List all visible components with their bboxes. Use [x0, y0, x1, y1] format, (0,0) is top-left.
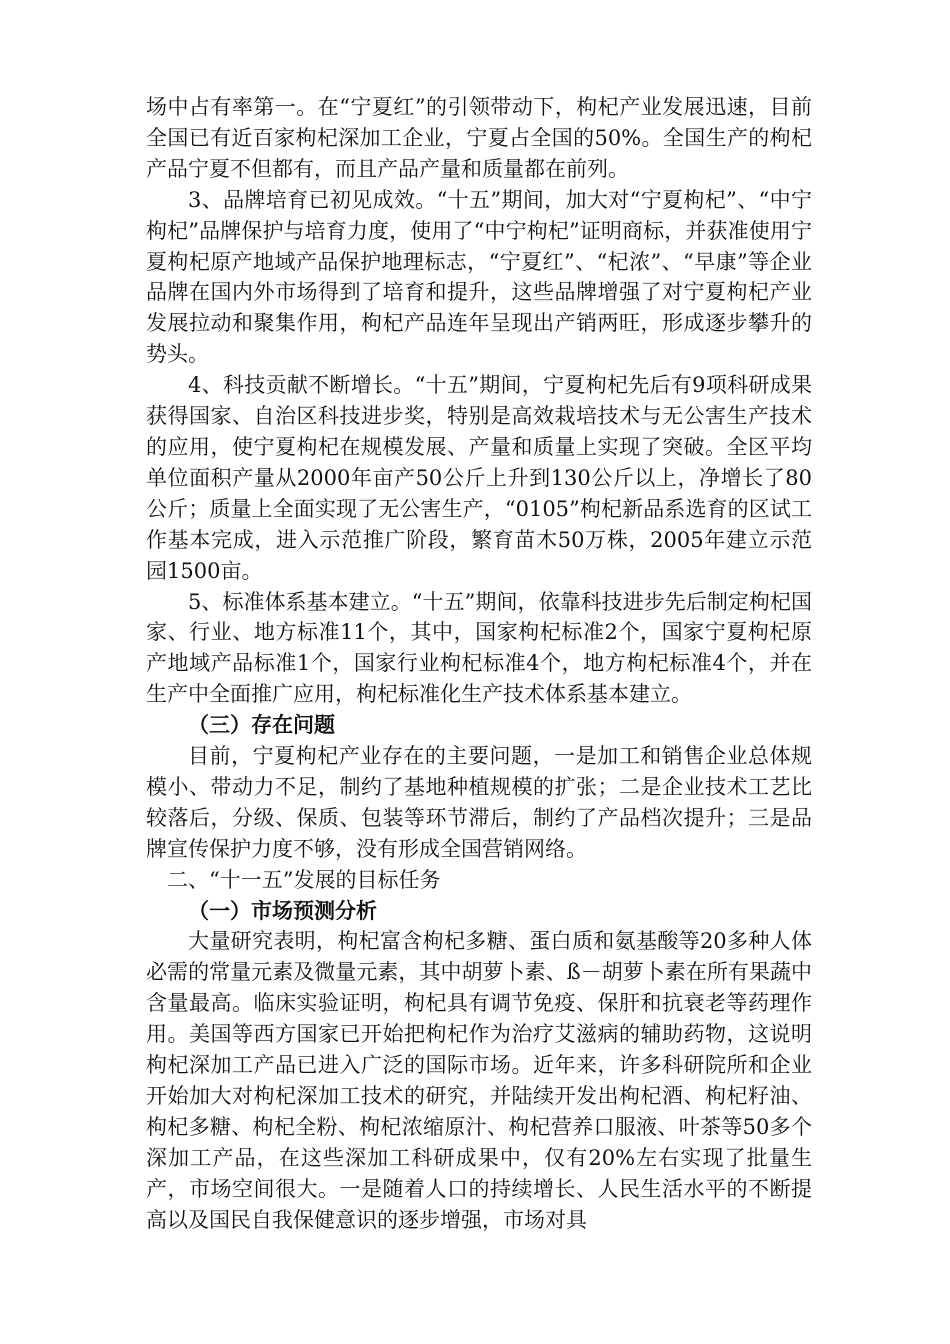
paragraph-brand-cultivation: 3、品牌培育已初见成效。“十五”期间，加大对“宁夏枸杞”、“中宁枸杞”品牌保护与培育力度，使用了“中宁枸杞”证明商标，并获准使用宁夏枸杞原产地域产品保护地理标志，“宁夏红”、“杞浓”、“早康”等企业品牌在国内外市场得到了培育和提升，这些品牌增强了对宁夏枸杞产业发展拉动和聚集作用，枸杞产品连年呈现出产销两旺，形成逐步攀升的势头。	[146, 187, 812, 367]
section-heading-market-forecast: （一）市场预测分析	[188, 897, 377, 923]
paragraph-market-forecast: 大量研究表明，枸杞富含枸杞多糖、蛋白质和氨基酸等20多种人体必需的常量元素及微量元素，其中胡萝卜素、ß－胡萝卜素在所有果蔬中含量最高。临床实验证明，枸杞具有调节免疫、保肝和抗衰老等药理作用。美国等西方国家已开始把枸杞作为治疗艾滋病的辅助药物，这说明枸杞深加工产品已进入广泛的国际市场。近年来，许多科研院所和企业开始加大对枸杞深加工技术的研究，并陆续开发出枸杞酒、枸杞籽油、枸杞多糖、枸杞全粉、枸杞浓缩原汁、枸杞营养口服液、叶茶等50多个深加工产品，在这些深加工科研成果中，仅有20%左右实现了批量生产，市场空间很大。一是随着人口的持续增长、人民生活水平的不断提高以及国民自我保健意识的逐步增强，市场对具	[146, 929, 812, 1232]
section-heading-problems: （三）存在问题	[188, 712, 335, 738]
paragraph-problems: 目前，宁夏枸杞产业存在的主要问题，一是加工和销售企业总体规模小、带动力不足，制约了基地种植规模的扩张；二是企业技术工艺比较落后，分级、保质、包装等环节滞后，制约了产品档次提升；三是品牌宣传保护力度不够，没有形成全国营销网络。	[146, 744, 812, 861]
paragraph-continuation: 场中占有率第一。在“宁夏红”的引领带动下，枸杞产业发展迅速，目前全国已有近百家枸杞深加工企业，宁夏占全国的50%。全国生产的枸杞产品宁夏不但都有，而且产品产量和质量都在前列。	[146, 95, 812, 181]
chapter-heading-goals: 二、“十一五”发展的目标任务	[167, 867, 441, 892]
paragraph-standard-system: 5、标准体系基本建立。“十五”期间，依靠科技进步先后制定枸杞国家、行业、地方标准11个，其中，国家枸杞标准2个，国家宁夏枸杞原产地域产品标准1个，国家行业枸杞标准4个，地方枸杞标准4个，并在生产中全面推广应用，枸杞标准化生产技术体系基本建立。	[146, 589, 812, 707]
document-page	[146, 92, 812, 1236]
paragraph-tech-contribution: 4、科技贡献不断增长。“十五”期间，宁夏枸杞先后有9项科研成果获得国家、自治区科技进步奖，特别是高效栽培技术与无公害生产技术的应用，使宁夏枸杞在规模发展、产量和质量上实现了突破。全区平均单位面积产量从2000年亩产50公斤上升到130公斤以上，净增长了80公斤；质量上全面实现了无公害生产，“0105”枸杞新品系选育的区试工作基本完成，进入示范推广阶段，繁育苗木50万株，2005年建立示范园1500亩。	[146, 373, 812, 583]
